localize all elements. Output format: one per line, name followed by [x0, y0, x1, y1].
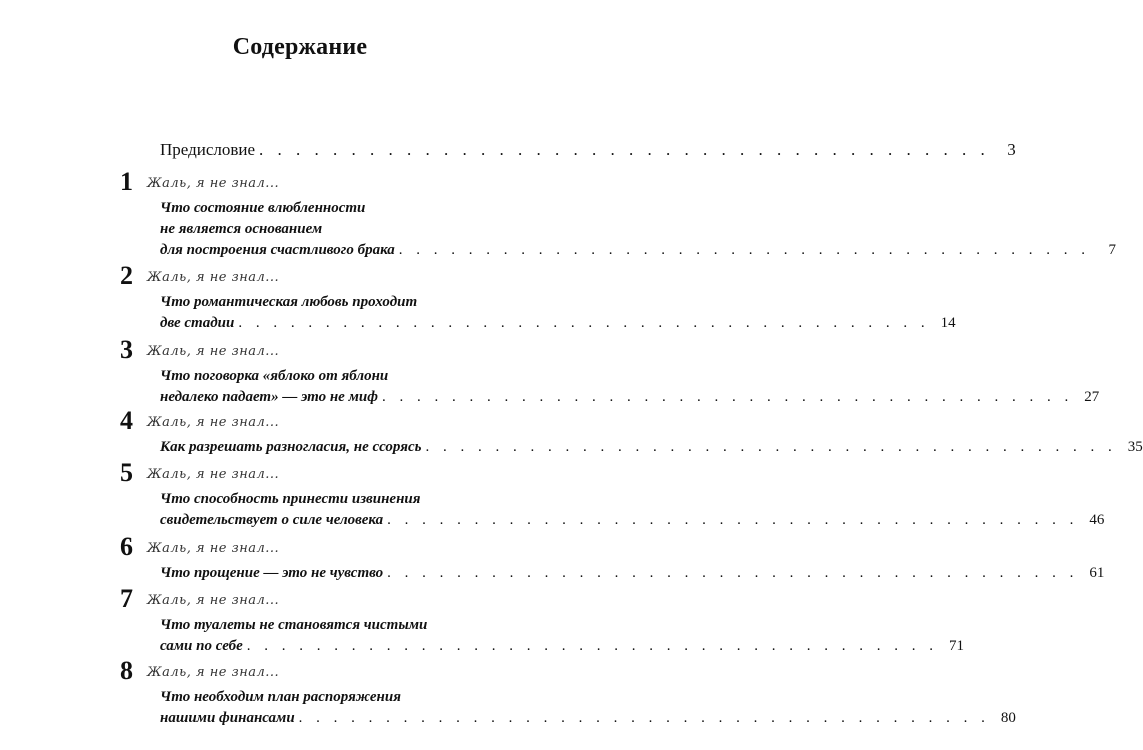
- chapter-title: [160, 437, 1143, 458]
- chapter-title-last-line: [160, 437, 1143, 458]
- chapter-lead: Жаль, я не знал...: [147, 415, 280, 430]
- leader-dots: . . . . . . . . . . . . . . . . . . . . . . . . . . . . . . . . . . . . . . . .: [387, 512, 1079, 528]
- chapter-title: [160, 615, 965, 657]
- chapter-lead: Жаль, я не знал...: [147, 344, 280, 359]
- chapter-title-line: Что поговорка «яблоко от яблони: [160, 368, 389, 384]
- chapter-number: 2: [120, 261, 133, 290]
- chapter-title-line: Что туалеты не становятся чистыми: [160, 617, 428, 633]
- page-number: 3: [1007, 140, 1016, 159]
- page-number: 7: [1108, 242, 1117, 258]
- chapter-lead: Жаль, я не знал...: [147, 270, 280, 285]
- chapter-title: [160, 198, 1117, 261]
- chapter-number: 3: [120, 335, 133, 364]
- page-number: 46: [1089, 512, 1105, 528]
- chapter-number: 8: [120, 656, 133, 685]
- chapter-number: 5: [120, 458, 133, 487]
- chapter-lead: Жаль, я не знал...: [147, 593, 280, 608]
- chapter-title-last-line: [160, 313, 956, 334]
- page-number: 80: [1000, 710, 1016, 726]
- chapter-title-text: для построения счастливого брака: [160, 242, 395, 258]
- chapter-title: [160, 292, 956, 334]
- chapter-number: 4: [120, 406, 133, 435]
- chapter-title: [160, 563, 1105, 584]
- leader-dots: . . . . . . . . . . . . . . . . . . . . . . . . . . . . . . . . . . . . . . . .: [246, 638, 939, 654]
- chapter-number: 6: [120, 532, 133, 561]
- chapter-title-text: недалеко падает» — это не миф: [160, 389, 378, 405]
- chapter-title-text: нашими финансами: [160, 710, 295, 726]
- leader-dots: . . . . . . . . . . . . . . . . . . . . . . . . . . . . . . . . . . . . . . . .: [381, 389, 1074, 405]
- leader-dots: . . . . . . . . . . . . . . . . . . . . . . . . . . . . . . . . . . . . . . . .: [259, 140, 990, 159]
- leader-dots: . . . . . . . . . . . . . . . . . . . . . . . . . . . . . . . . . . . . . . . .: [298, 710, 990, 726]
- page-number: 14: [940, 315, 956, 331]
- chapter-title-last-line: [160, 636, 965, 657]
- chapter-lead: Жаль, я не знал...: [147, 541, 280, 556]
- chapter-title-last-line: [160, 240, 1117, 261]
- chapter-title: [160, 489, 1105, 531]
- chapter-title-line: Что способность принести извинения: [160, 491, 421, 507]
- leader-dots: . . . . . . . . . . . . . . . . . . . . . . . . . . . . . . . . . . . . . . . .: [238, 315, 930, 331]
- page-number: 61: [1089, 565, 1105, 581]
- chapter-title-last-line: [160, 387, 1100, 408]
- leader-dots: . . . . . . . . . . . . . . . . . . . . . . . . . . . . . . . . . . . . . . . .: [387, 565, 1079, 581]
- chapter-title: [160, 366, 1100, 408]
- page-number: 35: [1127, 439, 1143, 455]
- chapter-title-line: не является основанием: [160, 221, 323, 237]
- preface-label: Предисловие: [160, 140, 256, 159]
- page-number: 27: [1084, 389, 1100, 405]
- chapter-title-line: Что романтическая любовь проходит: [160, 294, 418, 310]
- chapter-title-last-line: [160, 510, 1105, 531]
- page-number: 71: [949, 638, 965, 654]
- chapter-lead: Жаль, я не знал...: [147, 176, 280, 191]
- chapter-title-text: две стадии: [160, 315, 235, 331]
- chapter-lead: Жаль, я не знал...: [147, 665, 280, 680]
- leader-dots: . . . . . . . . . . . . . . . . . . . . . . . . . . . . . . . . . . . . . . . .: [425, 439, 1117, 455]
- page-title: Содержание: [232, 34, 368, 60]
- chapter-number: 7: [120, 584, 133, 613]
- chapter-title-last-line: [160, 563, 1105, 584]
- chapter-lead: Жаль, я не знал...: [147, 467, 280, 482]
- chapter-title-line: Что необходим план распоряжения: [160, 689, 401, 705]
- chapter-title-text: Как разрешать разногласия, не ссорясь: [160, 439, 422, 455]
- chapter-title-line: Что состояние влюбленности: [160, 200, 366, 216]
- toc-entry-preface[interactable]: [160, 140, 1016, 160]
- chapter-title-last-line: [160, 708, 1016, 729]
- chapter-title-text: свидетельствует о силе человека: [160, 512, 384, 528]
- chapter-number: 1: [120, 167, 133, 196]
- leader-dots: . . . . . . . . . . . . . . . . . . . . . . . . . . . . . . . . . . . . . . . .: [398, 242, 1091, 258]
- chapter-title: [160, 687, 1016, 729]
- chapter-title-text: Что прощение — это не чувство: [160, 565, 384, 581]
- chapter-title-text: сами по себе: [160, 638, 243, 654]
